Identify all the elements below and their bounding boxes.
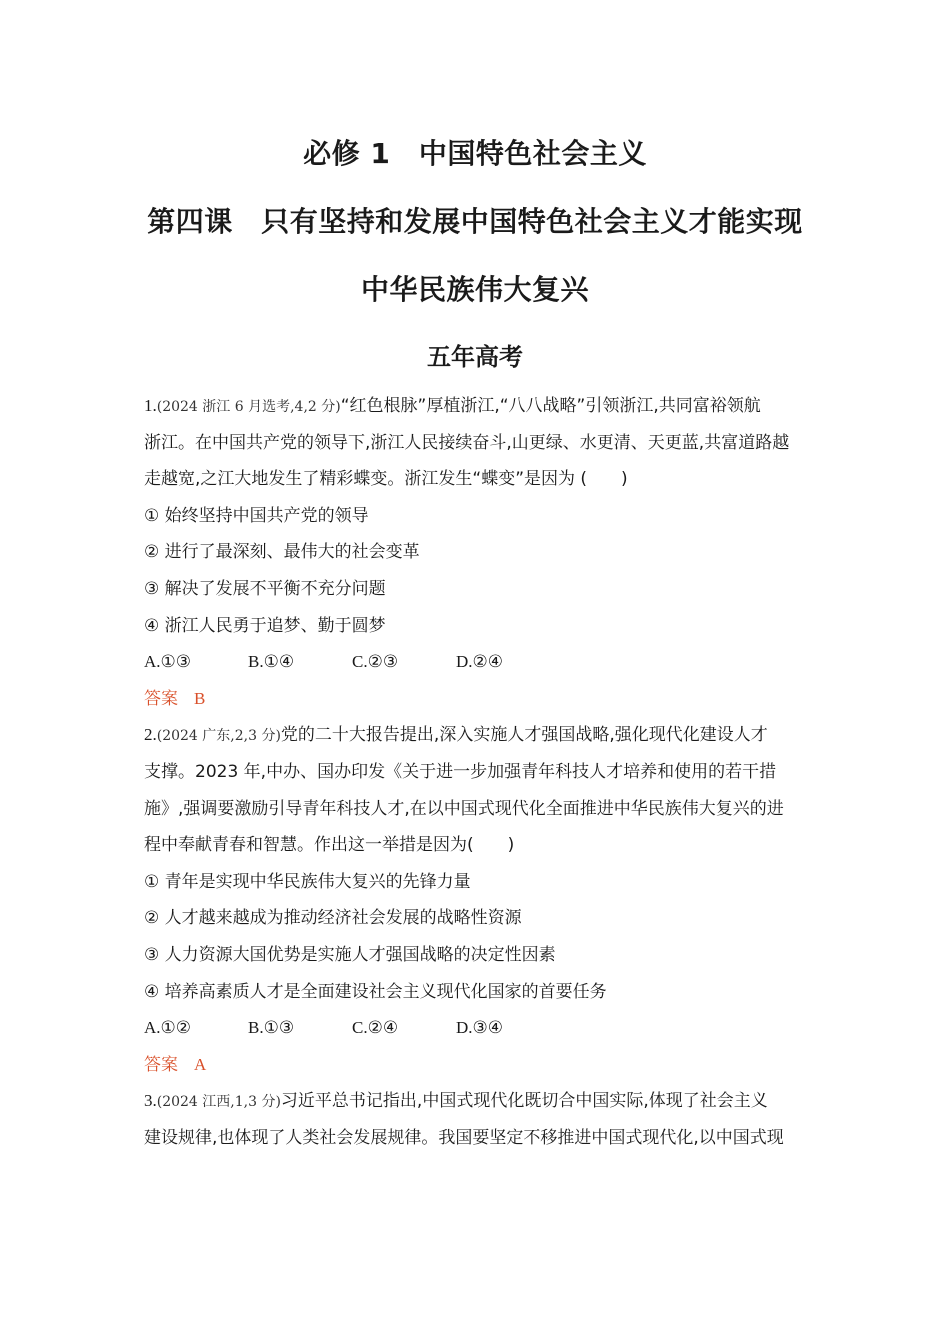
q1-statement-2: ② 进行了最深刻、最伟大的社会变革 (144, 542, 420, 563)
q2-option-d: D.③④ (456, 1018, 504, 1038)
q2-statement-1: ① 青年是实现中华民族伟大复兴的先锋力量 (144, 871, 471, 892)
q2-stem-2: 支撑。2023 年,中办、国办印发《关于进一步加强青年科技人才培养和使用的若干措 (144, 761, 777, 782)
q2-answer-value: A (194, 1054, 207, 1074)
q1-line-1 (144, 388, 824, 425)
q1-answer (144, 681, 824, 718)
q2-source: (2024 广东,2,3 分) (156, 728, 281, 745)
q2-number: 2. (144, 725, 157, 745)
q2-statement-3: ③ 人力资源大国优势是实施人才强国战略的决定性因素 (144, 944, 556, 965)
q1-answer-value: B (194, 688, 206, 708)
q3-stem-2: 建设规律,也体现了人类社会发展规律。我国要坚定不移推进中国式现代化,以中国式现 (144, 1127, 784, 1148)
q2-answer-label: 答案 (144, 1054, 178, 1075)
q2-options (144, 1010, 824, 1047)
lesson-title-line2: 中华民族伟大复兴 (360, 273, 589, 306)
q2-option-a: A.①② (144, 1018, 192, 1038)
q2-statement-4: ④ 培养高素质人才是全面建设社会主义现代化国家的首要任务 (144, 981, 607, 1002)
q1-option-c: C.②③ (352, 652, 399, 672)
question-list (144, 388, 824, 1156)
q1-stem-2: 浙江。在中国共产党的领导下,浙江人民接续奋斗,山更绿、水更清、天更蓝,共富道路越 (144, 432, 790, 453)
q1-source: (2024 浙江 6 月选考,4,2 分) (156, 399, 341, 415)
q1-stem-3: 走越宽,之江大地发生了精彩蝶变。浙江发生“蝶变”是因为 ( ) (144, 469, 628, 490)
q1-options (144, 644, 824, 681)
q2-option-c: C.②④ (352, 1018, 399, 1038)
q3-stem-1: 习近平总书记指出,中国式现代化既切合中国实际,体现了社会主义 (280, 1091, 768, 1112)
q1-statement-1: ① 始终坚持中国共产党的领导 (144, 505, 369, 526)
q1-statement-4: ④ 浙江人民勇于追梦、勤于圆梦 (144, 615, 386, 636)
q2-line-1 (144, 717, 824, 754)
q1-stem-1: “红色根脉”厚植浙江,“八八战略”引领浙江,共同富裕领航 (340, 396, 761, 416)
q2-stem-4: 程中奉献青春和智慧。作出这一举措是因为( ) (144, 835, 515, 856)
q3-source: (2024 江西,1,3 分) (156, 1094, 281, 1111)
q1-option-b: B.①④ (248, 652, 295, 672)
q1-option-d: D.②④ (456, 652, 504, 672)
q2-answer (144, 1047, 824, 1084)
q1-option-a: A.①③ (144, 652, 192, 672)
q3-line-1 (144, 1083, 824, 1120)
module-title: 必修 1 中国特色社会主义 (303, 137, 647, 170)
q2-stem-3: 施》,强调要激励引导青年科技人才,在以中国式现代化全面推进中华民族伟大复兴的进 (144, 798, 784, 819)
q1-number: 1. (144, 396, 157, 415)
section-heading: 五年高考 (427, 343, 523, 371)
q1-statement-3: ③ 解决了发展不平衡不充分问题 (144, 578, 386, 599)
q2-statement-2: ② 人才越来越成为推动经济社会发展的战略性资源 (144, 908, 522, 929)
q2-option-b: B.①③ (248, 1018, 295, 1038)
q3-number: 3. (144, 1091, 157, 1111)
q2-stem-1: 党的二十大报告提出,深入实施人才强国战略,强化现代化建设人才 (280, 725, 768, 746)
lesson-title-line1: 第四课 只有坚持和发展中国特色社会主义才能实现 (147, 205, 803, 238)
q1-answer-label: 答案 (144, 688, 178, 709)
